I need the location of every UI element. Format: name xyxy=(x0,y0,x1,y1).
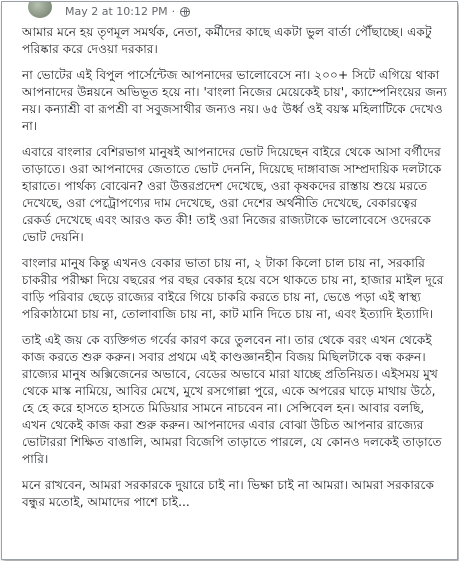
post-paragraph: মনে রাখবেন, আমরা সরকারকে দুয়ারে চাই না। ভিক্ষা চাই না আমরা। আমরা সরকারকে বন্ধুর মতোই, আমাদের পাশে চাই... xyxy=(22,478,434,509)
post-paragraph: তাই এই জয় কে ব্যক্তিগত গর্বের কারণ করে তুলবেন না। তার থেকে বরং এখন থেকেই কাজ করতে শুরু করুন। সবার প্রথমে এই কাণ্ডজ্ঞানহীন বিজয় মিছিলটাকে বন্ধ করুন। রাজ্যের মানুষ অক্সিজেনের অভাবে, বেডের অভাবে মারা যাচ্ছে প্রতিনিয়ত। এইসময় মুখ থেকে মাস্ক নামিয়ে, আবির মেখে, মুখে রসগোল্লা পুরে, একে অপরের ঘাড়ে মাথায় উঠে, হে হে করে হাসতে হাসতে মিডিয়ার সামনে নাচবেন না। সেন্সিবেল হন। আবার বলছি, এখন থেকেই কাজ করা শুরু করুন। আপনাদের এবার বোঝা উচিত আপনার রাজ্যের ভোটাররা শিক্ষিত বাঙালি, আমরা বিজেপি তাড়াতে পারলে, যে কোনও দলকেই তাড়াতে পারি। xyxy=(22,333,442,466)
post-paragraph: বাংলার মানুষ কিন্তু এখনও বেকার ভাতা চায় না, ২ টাকা কিলো চাল চায় না, সরকারি চাকরীর পরীক্ষা দিয়ে বছরের পর বছর বেকার হয়ে বসে থাকতে চায় না, হাজার মাইল দূরে বাড়ি পরিবার ছেড়ে রাজ্যের বাইরে গিয়ে চাকরি করতে চায় না, ভেঙে পড়া এই স্বাস্থ্য পরিকাঠামো চায় না, তোলাবাজি চায় না, কাট মানি দিতে চায় না, এবং ইত্যাদি ইত্যাদি। xyxy=(22,256,444,321)
post-timestamp[interactable]: May 2 at 10:12 PM xyxy=(65,5,168,18)
meta-separator: · xyxy=(171,5,176,18)
post-card xyxy=(1,1,458,560)
post-body xyxy=(22,24,448,520)
post-paragraph: আমার মনে হয় তৃণমূল সমর্থক, নেতা, কর্মীদের কাছে একটা ভুল বার্তা পৌঁছাচ্ছে। একটু পরিষ্কার করে দেওয়া দরকার। xyxy=(22,25,432,56)
avatar[interactable] xyxy=(28,1,52,18)
post-paragraph: এবারে বাংলার বেশিরভাগ মানুষই আপনাদের ভোট দিয়েছেন বাইরে থেকে আসা বর্গীদের তাড়াতে। ওরা আপনাদের জেতাতে ভোট দেননি, দিয়েছে দাঙ্গাবাজ সাম্প্রদায়িক দলটাকে হারাতে। পার্থক্য বোঝেন? ওরা উত্তরপ্রদেশ দেখেছে, ওরা কৃষকদের রাস্তায় শুয়ে মরতে দেখেছে, ওরা পেট্রোপণ্যের দাম দেখেছে, ওরা দেশের অর্থনীতি দেখেছে, বেকারত্বের রেকর্ড দেখেছে এবং আরও কত কী! তাই ওরা নিজের রাজ্যটাকে ভালোবেসে ওদেরকে ভোট দেয়নি। xyxy=(22,145,442,244)
post-paragraph: না ভোটের এই বিপুল পার্সেন্টেজ আপনাদের ভালোবেসে না। ২০০+ সিটে এগিয়ে থাকা আপনাদের উন্নয়নে অভিভূত হয়ে না। 'বাংলা নিজের মেয়েকেই চায়', ক্যাম্পেনিংয়ের জন্য নয়। কন্যাশ্রী বা রূপশ্রী বা সবুজসাথীর জন্যও নয়। ৬৫ উর্ধ্ব ওই বয়স্ক মহিলাটিকে দেখেও না। xyxy=(22,68,447,133)
globe-icon xyxy=(180,7,190,17)
post-header xyxy=(2,2,457,20)
post-meta xyxy=(65,5,190,18)
